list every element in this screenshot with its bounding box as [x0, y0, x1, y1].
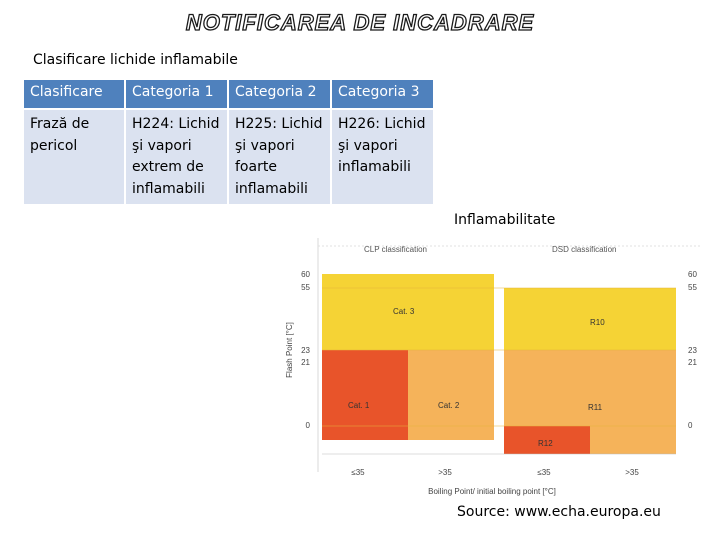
table-header: Clasificare	[23, 79, 125, 109]
y-axis-label: Flash Point [°C]	[285, 322, 294, 378]
table-cell: H224: Lichid şi vapori extrem de inflamabili	[125, 109, 228, 205]
y-tick-right: 0	[688, 421, 693, 430]
table-cell: H226: Lichid şi vapori inflamabili	[331, 109, 434, 205]
table-header: Categoria 2	[228, 79, 331, 109]
region-label: Cat. 3	[393, 307, 415, 316]
y-tick: 0	[305, 421, 310, 430]
y-tick: 23	[301, 346, 310, 355]
flammability-figure	[280, 232, 720, 502]
page-subtitle: Clasificare lichide inflamabile	[33, 52, 238, 68]
clp-region-cat1	[322, 350, 408, 440]
y-tick: 21	[301, 358, 310, 367]
dsd-region-r11	[504, 350, 676, 426]
x-tick: >35	[438, 468, 452, 477]
figure-caption: Inflamabilitate	[454, 212, 556, 228]
dsd-label: DSD classification	[552, 245, 617, 254]
region-label: R10	[590, 318, 605, 327]
source-note: Source: www.echa.europa.eu	[457, 504, 661, 520]
table-cell: H225: Lichid şi vapori foarte inflamabili	[228, 109, 331, 205]
table-header: Categoria 3	[331, 79, 434, 109]
panel-separator	[494, 268, 504, 468]
y-tick-right: 21	[688, 358, 697, 367]
y-tick: 55	[301, 283, 310, 292]
table-header: Categoria 1	[125, 79, 228, 109]
x-tick: >35	[625, 468, 639, 477]
x-axis-label: Boiling Point/ initial boiling point [°C]	[428, 487, 556, 496]
dsd-region-r11-ext	[590, 426, 676, 454]
table-row	[23, 109, 434, 205]
region-label: R12	[538, 439, 553, 448]
y-tick-right: 55	[688, 283, 697, 292]
classification-table	[22, 78, 435, 206]
y-tick-right: 60	[688, 270, 697, 279]
y-tick-right: 23	[688, 346, 697, 355]
x-tick: ≤35	[537, 468, 551, 477]
table-cell-label: Frază de pericol	[23, 109, 125, 205]
region-label: R11	[588, 403, 603, 412]
y-tick: 60	[301, 270, 310, 279]
clp-label: CLP classification	[364, 245, 427, 254]
clp-region-cat2	[408, 350, 494, 440]
table-header-row	[23, 79, 434, 109]
region-label: Cat. 2	[438, 401, 460, 410]
x-tick: ≤35	[351, 468, 365, 477]
page-title: NOTIFICAREA DE INCADRARE	[185, 10, 535, 35]
region-label: Cat. 1	[348, 401, 370, 410]
